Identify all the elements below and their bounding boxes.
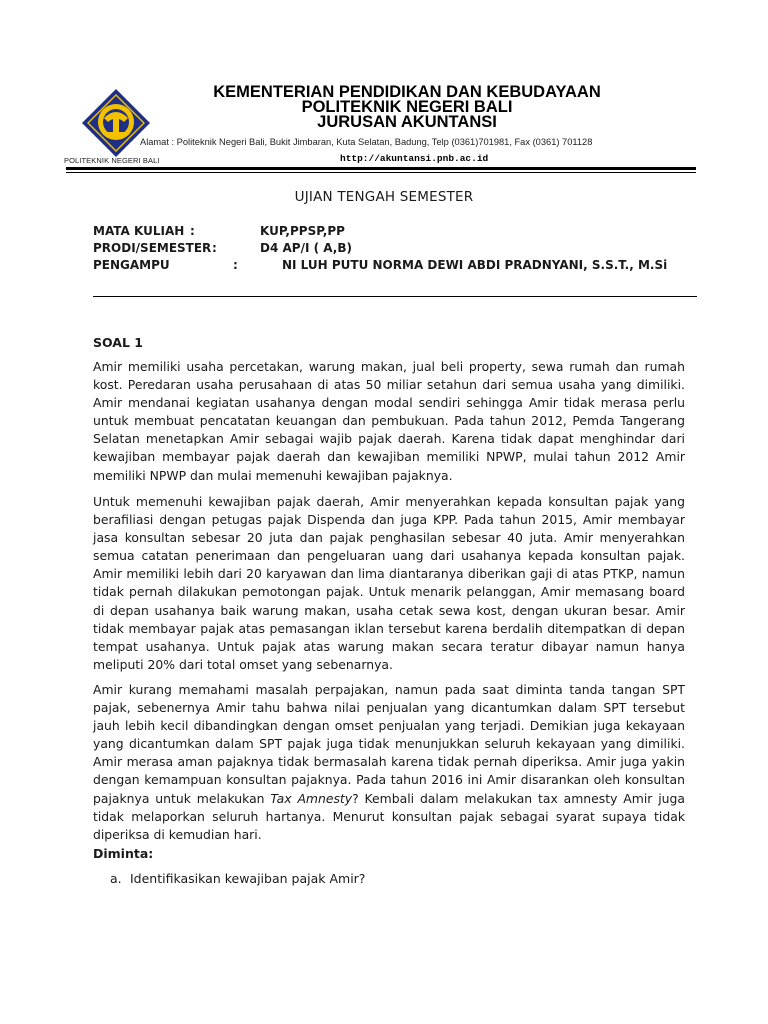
department-heading: JURUSAN AKUNTANSI xyxy=(317,113,497,131)
letterhead-divider-thick xyxy=(66,167,696,170)
institution-heading: POLITEKNIK NEGERI BALI xyxy=(301,98,513,116)
case-paragraph-1: Amir memiliki usaha percetakan, warung makan, jual beli property, sewa rumah dan rumah kost. Peredaran usaha perusahaan di atas 50 miliar setahun dari semua usaha yang dimiliki. Amir mendanai kegiatan usahanya dengan modal sendiri sehingga Amir tidak merasa perlu untuk membuat pencatatan keuangan dan pembukuan. Pada tahun 2012, Pemda Tangerang Selatan menetapkan Amir sebagai wajib pajak daerah. Karena tidak dapat menghindar dari kewajiban membayar pajak daerah dan kewajiban memiliki NPWP, mulai tahun 2012 Amir memiliki NPWP dan mulai memenuhi kewajiban pajaknya. xyxy=(93,359,685,483)
meta-separator: : xyxy=(190,224,195,238)
case-paragraph-3 xyxy=(93,681,685,844)
meta-separator: : xyxy=(212,241,217,255)
meta-row-lecturer xyxy=(93,258,713,276)
meta-value: KUP,PPSP,PP xyxy=(260,224,345,238)
logo-caption: POLITEKNIK NEGERI BALI xyxy=(64,156,160,165)
meta-label: PRODI/SEMESTER xyxy=(93,241,212,255)
meta-row-course xyxy=(93,224,713,242)
question-text: Identifikasikan kewajiban pajak Amir? xyxy=(130,871,366,886)
meta-label: MATA KULIAH xyxy=(93,224,185,238)
paragraph-text: Amir kurang memahami masalah perpajakan, namun pada saat diminta tanda tangan SPT pajak, sebenernya Amir tahu bahwa nilai penjualan yang dicantumkan dalam SPT tersebut jauh lebih kecil dibandingkan dengan omset penjualan yang terjadi. Demikian juga kekayaan yang dicantumkan dalam SPT pajak juga tidak menunjukkan seluruh kekayaan yang dimiliki. Amir merasa aman pajaknya tidak bermasalah karena tidak pernah diperiksa. Amir juga yakin dengan kemampuan konsultan pajaknya. Pada tahun 2016 ini Amir disarankan oleh konsultan pajaknya untuk melakukan xyxy=(93,682,685,806)
meta-value: NI LUH PUTU NORMA DEWI ABDI PRADNYANI, S.S.T., M.Si xyxy=(282,258,668,272)
letterhead-divider-thin xyxy=(66,172,696,173)
meta-separator: : xyxy=(233,258,238,272)
website-link[interactable]: http://akuntansi.pnb.ac.id xyxy=(340,153,489,164)
paragraph-text: ? Kembali dalam melakukan tax amnesty Amir juga tidak melaporkan seluruh hartanya. Menurut konsultan pajak sebagai syarat supaya tidak diperiksa di kemudian hari. xyxy=(93,790,685,842)
pnb-logo xyxy=(78,88,154,158)
asked-label: Diminta: xyxy=(93,846,154,861)
question-item xyxy=(110,871,365,886)
meta-value: D4 AP/I ( A,B) xyxy=(260,241,352,255)
exam-title: UJIAN TENGAH SEMESTER xyxy=(294,189,474,205)
meta-divider xyxy=(93,296,697,297)
question-letter: a. xyxy=(110,871,122,886)
address-line: Alamat : Politeknik Negeri Bali, Bukit Jimbaran, Kuta Selatan, Badung, Telp (0361)701981, Fax (0361) 701128 xyxy=(140,137,593,147)
ministry-heading: KEMENTERIAN PENDIDIKAN DAN KEBUDAYAAN xyxy=(213,83,601,101)
paragraph-italic-term: Tax Amnesty xyxy=(270,790,353,806)
meta-label: PENGAMPU xyxy=(93,258,170,272)
case-paragraph-2: Untuk memenuhi kewajiban pajak daerah, Amir menyerahkan kepada konsultan pajak yang berafiliasi dengan petugas pajak Dispenda dan juga KPP. Pada tahun 2015, Amir membayar jasa konsultan sebesar 20 juta dan pajak penghasilan sebesar 40 juta. Amir menyerahkan semua catatan penerimaan dan pengeluaran uang dari usahanya kepada konsultan pajak. Amir memiliki lebih dari 20 karyawan dan lima diantaranya diberikan gaji di atas PTKP, namun tidak pernah dilakukan pemotongan pajak. Untuk menarik pelanggan, Amir memasang board di depan usahanya baik warung makan, usaha cetak sewa kost, dengan ukuran besar. Amir tidak membayar pajak atas pemasangan iklan tersebut karena berdalih ditempatkan di depan tempat usahanya. Untuk pajak atas warung makan secara teratur dibayar namun hanya meliputi 20% dari total omset yang sebenarnya. xyxy=(93,494,685,672)
meta-row-program xyxy=(93,241,713,259)
question-set-label: SOAL 1 xyxy=(93,335,143,350)
